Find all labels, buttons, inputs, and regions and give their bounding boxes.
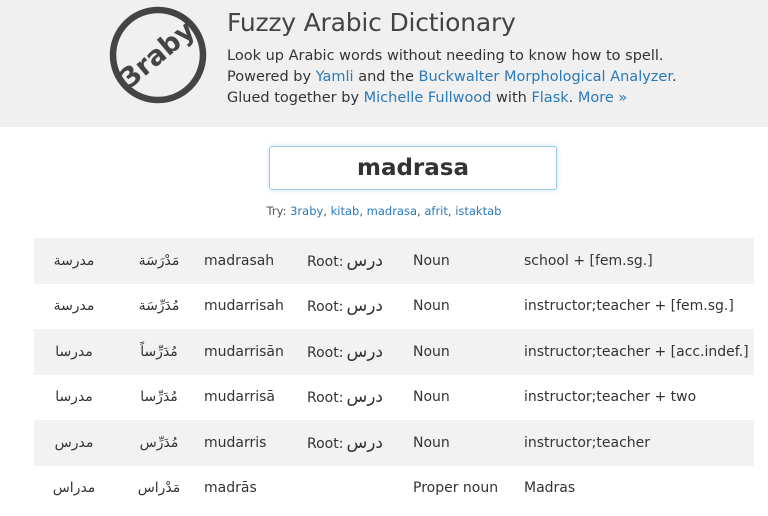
- root-label: Root:: [307, 435, 344, 452]
- page-title: Fuzzy Arabic Dictionary: [227, 8, 516, 37]
- description-line-1: Look up Arabic words without needing to know how to spell.: [227, 48, 664, 64]
- description-line-2: Powered by Yamli and the Buckwalter Morphological Analyzer.: [227, 69, 677, 85]
- root-cell: [307, 420, 413, 466]
- gloss: instructor;teacher + two: [524, 389, 697, 406]
- part-of-speech: Noun: [413, 298, 450, 315]
- gloss: Madras: [524, 480, 576, 497]
- buckwalter-link[interactable]: Buckwalter Morphological Analyzer: [418, 69, 672, 85]
- logo-text: 3raby: [114, 14, 202, 95]
- search-box: [269, 146, 557, 190]
- site-description: [227, 46, 677, 109]
- gloss: instructor;teacher + [fem.sg.]: [524, 298, 734, 315]
- vocalized-word: مُدَرِّس: [139, 434, 179, 451]
- arabic-word: مدرسا: [55, 343, 93, 360]
- root-label: Root:: [307, 253, 344, 270]
- transliteration: madrās: [204, 480, 257, 497]
- transliteration: mudarrisā: [204, 389, 276, 406]
- root-cell: [307, 466, 413, 512]
- example-link-kitab[interactable]: kitab: [330, 204, 360, 218]
- example-link-istaktab[interactable]: istaktab: [455, 204, 502, 218]
- results-table: [34, 238, 754, 511]
- arabic-word: مدرسة: [53, 252, 95, 269]
- root-value: درس: [346, 432, 383, 453]
- part-of-speech: Noun: [413, 343, 450, 360]
- root-value: درس: [346, 341, 383, 362]
- flask-link[interactable]: Flask: [531, 90, 569, 106]
- result-row: [34, 238, 754, 284]
- part-of-speech: Noun: [413, 434, 450, 451]
- example-link-afrit[interactable]: afrit: [424, 204, 448, 218]
- site-header: [0, 0, 768, 127]
- root-cell: [307, 238, 413, 284]
- author-link[interactable]: Michelle Fullwood: [363, 90, 492, 106]
- root-value: درس: [346, 387, 383, 408]
- yamli-link[interactable]: Yamli: [315, 69, 354, 85]
- root-cell: [307, 375, 413, 421]
- arabic-word: مدرس: [54, 434, 94, 451]
- root-label: Root:: [307, 299, 344, 316]
- vocalized-word: مُدَرِّسا: [140, 389, 178, 406]
- gloss: school + [fem.sg.]: [524, 252, 653, 269]
- result-row: [34, 375, 754, 421]
- result-row: [34, 329, 754, 375]
- search-input[interactable]: [270, 147, 556, 189]
- more-link[interactable]: More »: [577, 90, 628, 106]
- vocalized-word: مَدْرَسَة: [138, 252, 180, 269]
- root-label: Root:: [307, 390, 344, 407]
- root-cell: [307, 284, 413, 330]
- transliteration: madrasah: [204, 252, 275, 269]
- example-link-3raby[interactable]: 3raby: [290, 204, 324, 218]
- part-of-speech: Noun: [413, 389, 450, 406]
- transliteration: mudarrisah: [204, 298, 284, 315]
- vocalized-word: مُدَرِّساً: [140, 343, 178, 360]
- example-link-madrasa[interactable]: madrasa: [366, 204, 418, 218]
- transliteration: mudarrisān: [204, 343, 284, 360]
- description-line-3: Glued together by Michelle Fullwood with Flask. More »: [227, 90, 628, 106]
- gloss: instructor;teacher + [acc.indef.]: [524, 343, 749, 360]
- try-label: Try:: [266, 204, 291, 218]
- vocalized-word: مَدْراس: [137, 480, 181, 497]
- result-row: [34, 420, 754, 466]
- part-of-speech: Proper noun: [413, 480, 499, 497]
- 3raby-logo[interactable]: [108, 5, 208, 105]
- arabic-word: مدرسا: [55, 389, 93, 406]
- arabic-word: مدراس: [52, 480, 96, 497]
- root-value: درس: [346, 250, 383, 271]
- gloss: instructor;teacher: [524, 434, 651, 451]
- result-row: [34, 284, 754, 330]
- try-examples: Try: 3raby, kitab, madrasa, afrit, istaktab: [266, 204, 502, 218]
- arabic-word: مدرسة: [53, 298, 95, 315]
- transliteration: mudarris: [204, 434, 267, 451]
- root-value: درس: [346, 296, 383, 317]
- result-row: [34, 466, 754, 512]
- root-label: Root:: [307, 344, 344, 361]
- root-cell: [307, 329, 413, 375]
- vocalized-word: مُدَرِّسَة: [138, 298, 180, 315]
- part-of-speech: Noun: [413, 252, 450, 269]
